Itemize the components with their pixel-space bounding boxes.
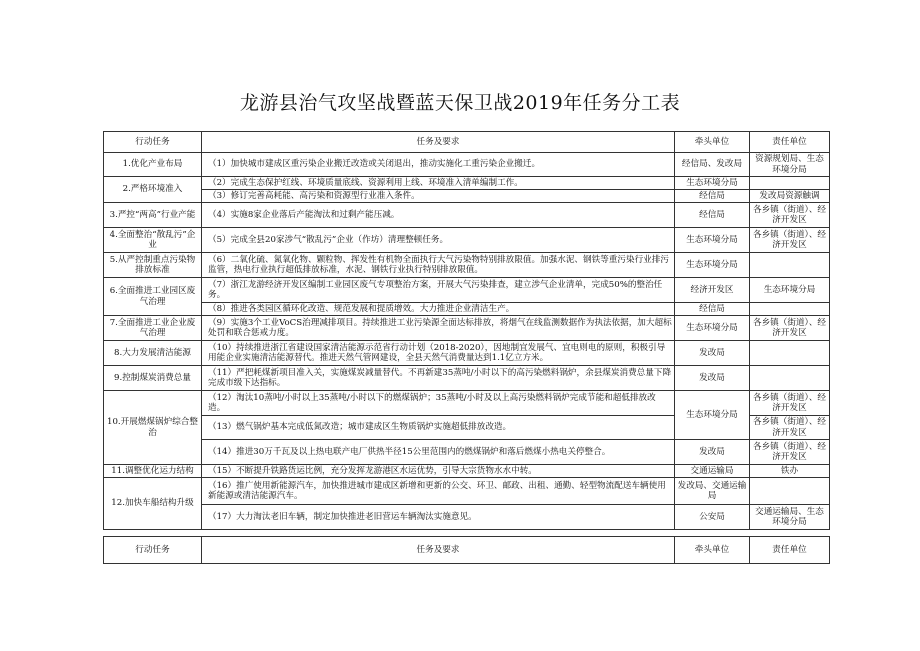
task-cell: （17）大力淘汰老旧车辆，制定加快推进老旧营运车辆淘汰实施意见。: [202, 505, 675, 530]
table-row: [104, 253, 830, 278]
table-row: [104, 465, 830, 478]
task-cell: （7）浙江龙游经济开发区编制工业园区废气专项整治方案，开展大气污染排查，建立涉气企业清单，完成50%的整治任务。: [202, 278, 675, 303]
table-row: [104, 190, 830, 203]
task-cell: （4）实施8家企业落后产能淘汰和过剩产能压减。: [202, 203, 675, 228]
header-lead: 牵头单位: [675, 537, 750, 564]
task-cell: （5）完成全县20家涉气“散乱污”企业（作坊）清理整顿任务。: [202, 228, 675, 253]
table-row: [104, 440, 830, 465]
resp-cell: [750, 341, 830, 366]
table-row: [104, 341, 830, 366]
resp-cell: 铁办: [750, 465, 830, 478]
continuation-header-table: [103, 536, 830, 564]
action-cell: 1.优化产业布局: [104, 153, 202, 177]
header-task: 任务及要求: [202, 537, 675, 564]
task-cell: （6）二氧化硫、氮氧化物、颗粒物、挥发性有机物全面执行大气污染物特别排放限值。加强水泥、钢铁等重污染行业排污监管，热电行业执行超低排放标准，水泥、钢铁行业执行特别排放限值。: [202, 253, 675, 278]
resp-cell: 资源规划局、生态环境分局: [750, 153, 830, 177]
task-cell: （14）推进30万千瓦及以上热电联产电厂供热半径15公里范围内的燃煤锅炉和落后燃煤小热电关停整合。: [202, 440, 675, 465]
action-cell: 8.大力发展清洁能源: [104, 341, 202, 366]
action-cell: 6.全面推进工业园区废气治理: [104, 278, 202, 316]
lead-cell: 生态环境分局: [675, 228, 750, 253]
resp-cell: [750, 303, 830, 316]
resp-cell: 各乡镇（街道）、经济开发区: [750, 316, 830, 341]
resp-cell: 各乡镇（街道）、经济开发区: [750, 228, 830, 253]
lead-cell: 经信局、发改局: [675, 153, 750, 177]
table-row: [104, 203, 830, 228]
resp-cell: 发改局资源触调: [750, 190, 830, 203]
header-resp: 责任单位: [750, 132, 830, 153]
task-cell: （1）加快城市建成区重污染企业搬迁改造或关闭退出，推动实施化工重污染企业搬迁。: [202, 153, 675, 177]
task-cell: （9）实施3个工业VoCS治理减排项目。持续推进工业污染源全面达标排放，将烟气在线监测数据作为执法依据，加大超标处罚和联合惩戒力度。: [202, 316, 675, 341]
table-row: [104, 278, 830, 303]
header-task: 任务及要求: [202, 132, 675, 153]
action-cell: 7.全面推进工业企业废气治理: [104, 316, 202, 341]
table-row: [104, 228, 830, 253]
header-action: 行动任务: [104, 537, 202, 564]
header-resp: 责任单位: [750, 537, 830, 564]
task-cell: （12）淘汰10蒸吨/小时以上35蒸吨/小时以下的燃煤锅炉；35蒸吨/小时及以上高污染燃料锅炉完成节能和超低排放改造。: [202, 391, 675, 416]
table-row: [104, 366, 830, 391]
action-cell: 2.严格环境准入: [104, 177, 202, 203]
resp-cell: 各乡镇（街道）、经济开发区: [750, 440, 830, 465]
lead-cell: 经信局: [675, 203, 750, 228]
action-cell: 3.严控“两高”行业产能: [104, 203, 202, 228]
action-cell: 9.控制煤炭消费总量: [104, 366, 202, 391]
table-row: [104, 505, 830, 530]
task-cell: （11）严把耗煤新项目准入关，实施煤炭减量替代。不再新建35蒸吨/小时以下的高污染燃料锅炉，余县煤炭消费总量下降完成市级下达指标。: [202, 366, 675, 391]
action-cell: 10.开展燃煤锅炉综合整治: [104, 391, 202, 465]
task-cell: （16）推广使用新能源汽车，加快推进城市建成区新增和更新的公交、环卫、邮政、出租、通勤、轻型物流配送车辆使用新能源或清洁能源汽车。: [202, 478, 675, 505]
lead-cell: 发改局: [675, 440, 750, 465]
resp-cell: [750, 366, 830, 391]
resp-cell: 各乡镇（街道）、经济开发区: [750, 416, 830, 440]
task-cell: （3）修订完善高耗能、高污染和资源型行业准入条件。: [202, 190, 675, 203]
table-row: [104, 153, 830, 177]
task-cell: （13）燃气锅炉基本完成低氮改造；城市建成区生物质锅炉实施超低排放改造。: [202, 416, 675, 440]
resp-cell: [750, 177, 830, 190]
lead-cell: 发改局: [675, 366, 750, 391]
header-row: [104, 132, 830, 153]
lead-cell: 交通运输局: [675, 465, 750, 478]
task-table: [103, 131, 830, 530]
header-action: 行动任务: [104, 132, 202, 153]
action-cell: 12.加快车船结构升级: [104, 478, 202, 530]
lead-cell: 经信局: [675, 303, 750, 316]
action-cell: 11.调整优化运力结构: [104, 465, 202, 478]
table-row: [104, 478, 830, 505]
resp-cell: [750, 253, 830, 278]
page-title: 龙游县治气攻坚战暨蓝天保卫战2019年任务分工表: [239, 92, 681, 114]
lead-cell: 生态环境分局: [675, 177, 750, 190]
lead-cell: 生态环境分局: [675, 253, 750, 278]
action-cell: 4.全面整治“散乱污”企业: [104, 228, 202, 253]
task-cell: （10）持续推进浙江省建设国家清洁能源示范省行动计划（2018-2020），因地制宜发展气、宜电则电的原则，积极引导用能企业实施清洁能源替代。推进天然气管网建设，全县天然气消费量达到1.1亿立方米。: [202, 341, 675, 366]
header-lead: 牵头单位: [675, 132, 750, 153]
table-row: [104, 177, 830, 190]
resp-cell: 各乡镇（街道）、经济开发区: [750, 203, 830, 228]
resp-cell: 生态环境分局: [750, 278, 830, 303]
table-row: [104, 316, 830, 341]
action-cell: 5.从严控制重点污染物排放标准: [104, 253, 202, 278]
resp-cell: 交通运输局、生态环境分局: [750, 505, 830, 530]
resp-cell: 各乡镇（街道）、经济开发区: [750, 391, 830, 416]
header-row: [104, 537, 830, 564]
lead-cell: 公安局: [675, 505, 750, 530]
table-row: [104, 303, 830, 316]
lead-cell: 生态环境分局: [675, 316, 750, 341]
task-cell: （2）完成生态保护红线、环境质量底线、资源利用上线、环境准入清单编制工作。: [202, 177, 675, 190]
table-row: [104, 391, 830, 416]
task-cell: （15）不断提升铁路货运比例，充分发挥龙游港区水运优势，引导大宗货物水水中转。: [202, 465, 675, 478]
lead-cell: 经信局: [675, 190, 750, 203]
lead-cell: 发改局: [675, 341, 750, 366]
lead-cell: 发改局、交通运输局: [675, 478, 750, 505]
task-cell: （8）推进各类园区循环化改造、规范发展和提质增效。大力推进企业清洁生产。: [202, 303, 675, 316]
lead-cell: 生态环境分局: [675, 391, 750, 440]
lead-cell: 经济开发区: [675, 278, 750, 303]
resp-cell: [750, 478, 830, 505]
